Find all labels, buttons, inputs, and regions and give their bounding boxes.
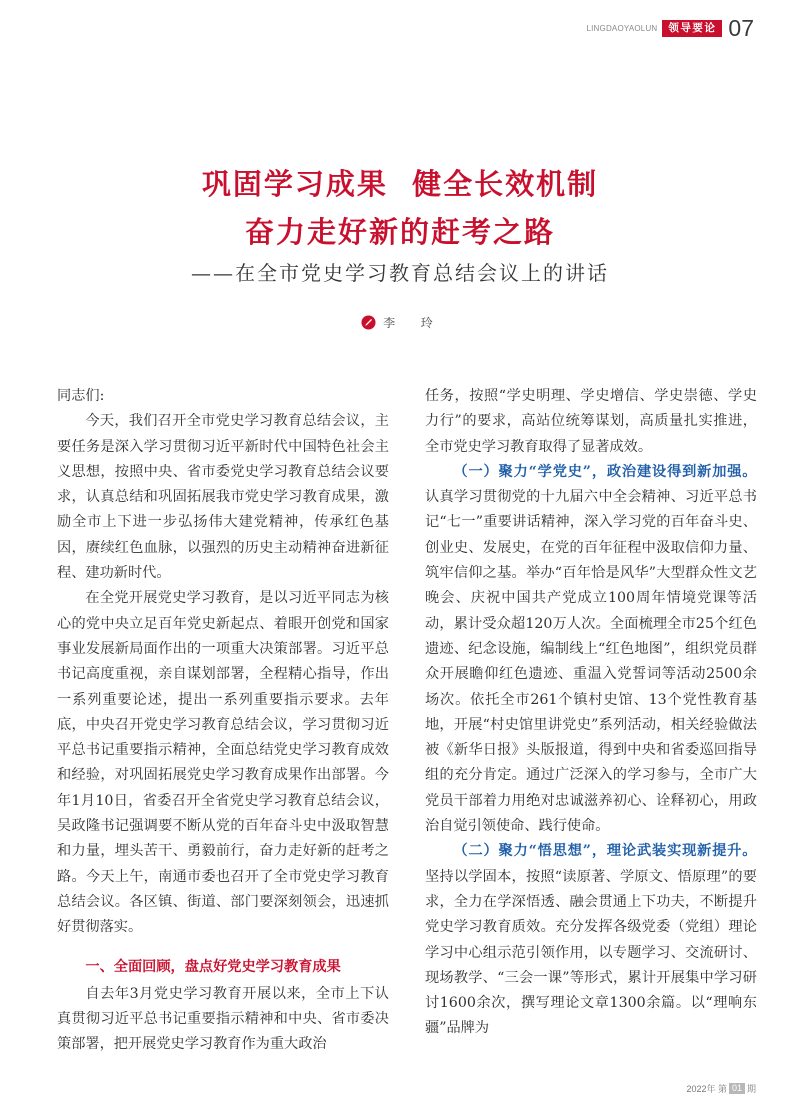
page-number: 07 — [728, 15, 754, 41]
author-line — [0, 314, 800, 331]
salutation: 同志们: — [57, 388, 105, 404]
article-subtitle: ——在全市党史学习教育总结会议上的讲话 — [191, 261, 609, 285]
section-heading: 一、全面回顾，盘点好党史学习教育成果 — [85, 958, 341, 975]
subsection-paragraph — [425, 839, 757, 1041]
issue-number: 01 — [729, 1083, 745, 1094]
article-title-line2: 奋力走好新的赶考之路 — [244, 215, 555, 249]
page-footer — [686, 1082, 756, 1095]
author-name: 李 玲 — [383, 316, 439, 330]
footer-year: 2022年 第 — [686, 1084, 727, 1094]
subsection-heading: （一）聚力“学党史”，政治建设得到新加强。 — [453, 463, 757, 480]
article-title-line1: 巩固学习成果 健全长效机制 — [201, 167, 599, 201]
column-tag: 领导要论 — [662, 20, 722, 37]
subsection-body: 认真学习贯彻党的十九届六中全会精神、习近平总书记“七一”重要讲话精神，深入学习党的百年奋斗史、创业史、发展史，在党的百年征程中汲取信仰力量、筑牢信仰之基。举办“百年恰是风华”大型群众性文艺晚会、庆祝中国共产党成立100周年情境党课等活动，累计受众超120万人次。全面梳理全市25个红色遗迹、纪念设施，编制线上“红色地图”，组织党员群众开展瞻仰红色遗迹、重温入党誓词等活动2500余场次。依托全市261个镇村史馆、13个党性教育基地，开展“村史馆里讲党史”系列活动，相关经验做法被《新华日报》头版报道，得到中央和省委巡回指导组的充分肯定。通过广泛深入的学习参与，全市广大党员干部着力用绝对忠诚滋养初心、诠释初心，用政治自觉引领使命、践行使命。 — [425, 489, 757, 835]
subsection-body: 坚持以学固本，按照“读原著、学原文、悟原理”的要求，全力在学深悟透、融会贯通上下功夫，不断提升党史学习教育质效。充分发挥各级党委（党组）理论学习中心组示范引领作用，以专题学习、交流研讨、现场教学、“三会一课”等形式，累计开展集中学习研讨1600余次，撰写理论文章1300余篇。以“理响东疆”品牌为 — [425, 868, 757, 1037]
paragraph: 自去年3月党史学习教育开展以来，全市上下认真贯彻习近平总书记重要指示精神和中央、省市委决策部署，把开展党史学习教育作为重大政治 — [57, 985, 389, 1053]
subsection-paragraph — [425, 460, 757, 839]
paragraph: 在全党开展党史学习教育，是以习近平同志为核心的党中央立足百年党史新起点、着眼开创党和国家事业发展新局面作出的一项重大决策部署。习近平总书记高度重视，亲自谋划部署，全程精心指导，作出一系列重要论述，提出一系列重要指示要求。去年底，中央召开党史学习教育总结会议，学习贯彻习近平总书记重要指示精神，全面总结党史学习教育成效和经验，对巩固拓展党史学习教育成果作出部署。今年1月10日，省委召开全省党史学习教育总结会议，吴政隆书记强调要不断从党的百年奋斗史中汲取智慧和力量，埋头苦干、勇毅前行，奋力走好新的赶考之路。今天上午，南通市委也召开了全市党史学习教育总结会议。各区镇、街道、部门要深刻领会，迅速抓好贯彻落实。 — [57, 590, 389, 936]
right-column — [425, 384, 757, 1042]
page-header — [586, 14, 754, 42]
paragraph: 任务，按照“学史明理、学史增信、学史崇德、学史力行”的要求，高站位统筹谋划，高质量扎实推进，全市党史学习教育取得了显著成效。 — [425, 388, 757, 455]
subsection-heading: （二）聚力“悟思想”，理论武装实现新提升。 — [453, 843, 757, 860]
paragraph: 今天，我们召开全市党史学习教育总结会议，主要任务是深入学习贯彻习近平新时代中国特色社会主义思想，按照中央、省市委党史学习教育总结会议要求，认真总结和巩固拓展我市党史学习教育成果，激励全市上下进一步弘扬伟大建党精神，传承红色基因，赓续红色血脉，以强烈的历史主动精神奋进新征程、建功新时代。 — [57, 413, 389, 582]
footer-issue-suffix: 期 — [746, 1084, 756, 1094]
pen-nib-icon — [361, 315, 376, 330]
header-en-label: LINGDAOYAOLUN — [586, 23, 658, 33]
left-column — [57, 384, 389, 1058]
